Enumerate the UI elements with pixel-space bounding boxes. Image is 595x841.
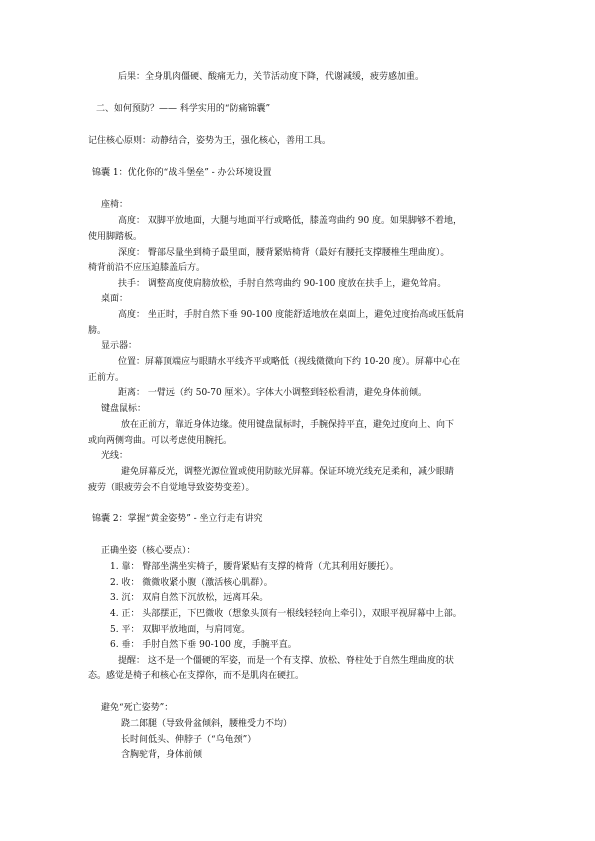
chair-armrest: 扶手： 调整高度使肩膀放松，手肘自然弯曲约 90-100 度放在扶手上，避免耸肩。: [118, 279, 447, 289]
desk-height-line-1: 高度： 坐正时，手肘自然下垂 90-100 度能舒适地放在桌面上，避免过度抬高或压低肩: [118, 310, 465, 320]
sitting-step-3: 3. 沉： 双肩自然下沉放松，远离耳朵。: [110, 593, 269, 603]
keyboard-mouse-line-2: 或向两侧弯曲。可以考虑使用腕托。: [88, 436, 233, 446]
sitting-step-6: 6. 垂： 手肘自然下垂 90-100 度，手腕平直。: [110, 640, 297, 650]
avoid-heading: 避免“死亡姿势”：: [101, 703, 174, 713]
chair-heading: 座椅：: [101, 200, 129, 210]
section2-title: 二、如何预防？—— 科学实用的“防痛锦囊”: [96, 104, 271, 114]
keyboard-mouse-line-1: 放在正前方，靠近身体边缘。使用键盘鼠标时，手腕保持平直，避免过度向上、向下: [121, 420, 455, 430]
core-principle: 记住核心原则：动静结合，姿势为王，强化核心，善用工具。: [88, 136, 332, 146]
chair-depth-line-2: 椅背前沿不应压迫膝盖后方。: [88, 263, 206, 273]
chair-depth-line-1: 深度： 臀部尽量坐到椅子最里面，腰背紧贴椅背（最好有腰托支撑腰椎生理曲度）。: [118, 248, 450, 258]
monitor-distance: 距离： 一臂远（约 50-70 厘米）。字体大小调整到轻松看清，避免身体前倾。: [118, 388, 428, 398]
tip2-title: 锦囊 2：掌握“黄金姿势” - 坐立行走有讲究: [92, 514, 263, 524]
sitting-heading: 正确坐姿（核心要点）：: [101, 546, 196, 556]
chair-height-line-2: 使用脚踏板。: [88, 232, 143, 242]
lighting-heading: 光线：: [101, 451, 129, 461]
reminder-line-1: 提醒： 这不是一个僵硬的军姿，而是一个有支撑、放松、脊柱处于自然生理曲度的状: [118, 656, 454, 666]
monitor-position-line-2: 正前方。: [88, 373, 125, 383]
tip1-title: 锦囊 1：优化你的“战斗堡垒” - 办公环境设置: [92, 168, 272, 178]
monitor-heading: 显示器：: [101, 341, 138, 351]
reminder-line-2: 态。感觉是椅子和核心在支撑你，而不是肌肉在硬扛。: [88, 671, 305, 681]
sitting-step-1: 1. 靠： 臀部坐满坐实椅子，腰背紧贴有支撑的椅背（尤其利用好腰托）。: [110, 562, 399, 572]
avoid-item-2: 长时间低头、伸脖子（“乌龟颈”）: [121, 735, 257, 745]
desk-height-line-2: 膀。: [88, 326, 107, 336]
desk-heading: 桌面：: [101, 294, 129, 304]
lighting-line-2: 疲劳（眼疲劳会不自觉地导致姿势变差）。: [88, 483, 255, 493]
lighting-line-1: 避免屏幕反光，调整光源位置或使用防眩光屏幕。保证环境光线充足柔和，减少眼睛: [121, 467, 455, 477]
sitting-step-2: 2. 收： 微微收紧小腹（激活核心肌群）。: [110, 578, 273, 588]
consequence-text: 后果：全身肌肉僵硬、酸痛无力，关节活动度下降，代谢减缓，疲劳感加重。: [118, 72, 425, 82]
chair-height-line-1: 高度： 双脚平放地面，大腿与地面平行或略低，膝盖弯曲约 90 度。如果脚够不着地，: [118, 216, 463, 226]
avoid-item-1: 跷二郎腿（导致骨盆倾斜，腰椎受力不均）: [121, 719, 293, 729]
keyboard-mouse-heading: 键盘鼠标：: [101, 404, 147, 414]
monitor-position-line-1: 位置：屏幕顶端应与眼睛水平线齐平或略低（视线微微向下约 10-20 度）。屏幕中心在: [118, 357, 461, 367]
avoid-item-3: 含胸驼背，身体前倾: [121, 750, 203, 760]
sitting-step-4: 4. 正： 头部摆正，下巴微收（想象头顶有一根线轻轻向上牵引），双眼平视屏幕中上部。: [110, 609, 462, 619]
sitting-step-5: 5. 平： 双脚平放地面，与肩同宽。: [110, 625, 251, 635]
